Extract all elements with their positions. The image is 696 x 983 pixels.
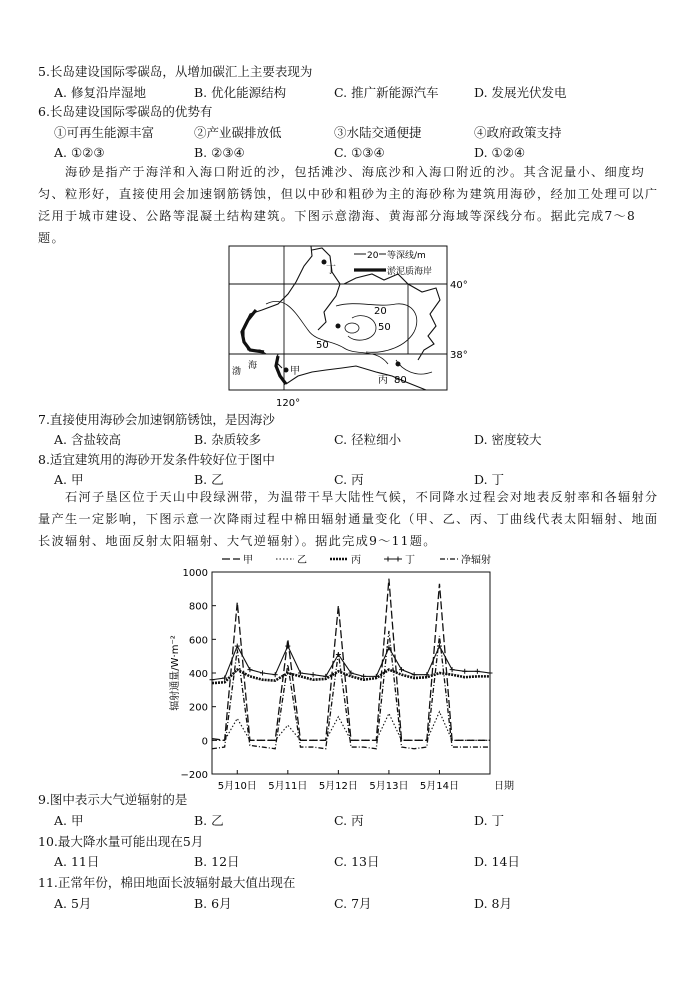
contour-50-left-label: 50: [316, 340, 329, 351]
coastline-korea: [344, 274, 440, 360]
x-axis-label: 日期: [494, 781, 514, 790]
y-tick-label: 200: [188, 702, 208, 714]
q6-option-d: D. ①②④: [474, 145, 526, 160]
q11-option-c: C. 7月: [334, 896, 372, 911]
q11-option-b: B. 6月: [194, 896, 232, 911]
y-tick-label: 1000: [182, 568, 208, 579]
y-tick-label: 0: [201, 736, 208, 748]
q8-option-c: C. 丙: [334, 472, 364, 487]
place-ding-marker: [322, 260, 327, 265]
place-jia-label: 甲: [290, 366, 300, 377]
contour-line: [348, 316, 376, 341]
legend-label-5: 净辐射: [461, 555, 491, 566]
place-bing-marker: [396, 362, 401, 367]
legend-coast-label: 淤泥质海岸: [387, 267, 433, 277]
sea-label-bo: 渤: [232, 367, 242, 377]
legend-label-3: 丙: [351, 555, 361, 566]
q5-option-b: B. 优化能源结构: [194, 85, 287, 100]
q7-option-b: B. 杂质较多: [194, 432, 262, 447]
legend-label-4: 丁: [405, 555, 415, 566]
q10-option-c: C. 13日: [334, 854, 380, 869]
q6-item-4: ④政府政策支持: [474, 125, 562, 140]
island-marker: [336, 324, 341, 329]
coastline-liaodong: [312, 248, 340, 330]
q11-option-a: A. 5月: [54, 896, 92, 911]
q5-option-a: A. 修复沿岸湿地: [54, 85, 146, 100]
bohai-contour-map: [226, 244, 476, 410]
contour-50-right-label: 50: [378, 322, 391, 333]
radiation-flux-chart: [160, 550, 530, 790]
y-tick-label: 800: [188, 601, 208, 613]
q10-option-a: A. 11日: [54, 854, 100, 869]
place-ding-label: 丁: [326, 265, 336, 276]
q6-item-3: ③水陆交通便捷: [334, 125, 422, 140]
q5-option-c: C. 推广新能源汽车: [334, 85, 439, 100]
question-8-stem: 8.适宜建筑用的海砂开发条件较好位于图中: [38, 452, 275, 467]
latitude-38-label: 38°: [450, 350, 468, 361]
q10-option-d: D. 14日: [474, 854, 520, 869]
muddy-coast-liaohe: [242, 310, 264, 352]
longitude-120-label: 120°: [276, 398, 301, 409]
place-bing-label: 丙: [378, 375, 388, 386]
x-tick-label: 5月13日: [369, 781, 409, 790]
q7-option-a: A. 含盐较高: [54, 432, 121, 447]
contour-line: [396, 360, 432, 374]
y-tick-label: 600: [188, 635, 208, 647]
x-tick-label: 5月10日: [217, 781, 257, 790]
q6-item-1: ①可再生能源丰富: [54, 125, 155, 140]
legend-contour-value: 20: [367, 251, 379, 261]
question-10-stem: 10.最大降水量可能出现在5月: [38, 834, 204, 849]
place-jia-marker: [284, 368, 289, 373]
q7-option-c: C. 径粒细小: [334, 432, 402, 447]
q5-option-d: D. 发展光伏发电: [474, 85, 567, 100]
question-5-stem: 5.长岛建设国际零碳岛，从增加碳汇上主要表现为: [38, 64, 313, 79]
q10-option-b: B. 12日: [194, 854, 240, 869]
question-9-stem: 9.图中表示大气逆辐射的是: [38, 792, 188, 807]
passage-radiation: 石河子垦区位于天山中段绿洲带，为温带干旱大陆性气候，不同降水过程会对地表反射率和各辐射分量产生一定影响，下图示意一次降雨过程中棉田辐射通量变化（甲、乙、丙、丁曲线代表太阳辐射、地面长波辐射、地面反射太阳辐射、大气逆辐射）。据此完成9～11题。: [38, 490, 659, 548]
contour-20-label: 20: [374, 306, 387, 317]
q8-option-d: D. 丁: [474, 472, 505, 487]
q7-option-d: D. 密度较大: [474, 432, 542, 447]
x-tick-label: 5月14日: [419, 781, 460, 790]
x-tick-label: 5月11日: [268, 781, 308, 790]
y-axis-label: 辐射通量/W·m⁻²: [170, 635, 181, 711]
question-6-stem: 6.长岛建设国际零碳岛的优势有: [38, 104, 213, 119]
contour-line: [345, 323, 359, 333]
x-tick-label: 5月12日: [318, 781, 358, 790]
question-7-stem: 7.直接使用海砂会加速钢筋锈蚀，是因海沙: [38, 412, 275, 427]
legend-label-1: 甲: [243, 555, 253, 566]
q6-option-a: A. ①②③: [54, 145, 105, 160]
q6-option-b: B. ②③④: [194, 145, 245, 160]
q9-option-c: C. 丙: [334, 813, 364, 828]
q6-item-2: ②产业碳排放低: [194, 125, 282, 140]
y-tick-label: 400: [188, 669, 208, 680]
q8-option-b: B. 乙: [194, 472, 224, 487]
q9-option-a: A. 甲: [54, 813, 84, 828]
q9-option-d: D. 丁: [474, 813, 505, 828]
sea-label-hai: 海: [248, 361, 258, 371]
q9-option-b: B. 乙: [194, 813, 224, 828]
q6-option-c: C. ①③④: [334, 145, 385, 160]
q8-option-a: A. 甲: [54, 472, 84, 487]
question-11-stem: 11.正常年份，棉田地面长波辐射最大值出现在: [38, 875, 296, 890]
legend-label-2: 乙: [297, 555, 307, 566]
passage-sea-sand: 海砂是指产于海洋和入海口附近的沙，包括滩沙、海底沙和入海口附近的沙。其含泥量小、细度均匀、粒形好，直接使用会加速钢筋锈蚀，但以中砂和粗砂为主的海砂称为建筑用海砂，经加工处理可以广泛用于城市建设、公路等混凝土结构建筑。下图示意渤海、黄海部分海域等深线分布。据此完成7～8题。: [38, 165, 659, 245]
q11-option-d: D. 8月: [474, 896, 512, 911]
y-tick-label: −200: [180, 770, 208, 781]
latitude-40-label: 40°: [450, 280, 468, 291]
contour-80-label: 80: [394, 375, 407, 386]
legend-contour-label: 等深线/m: [387, 251, 426, 261]
